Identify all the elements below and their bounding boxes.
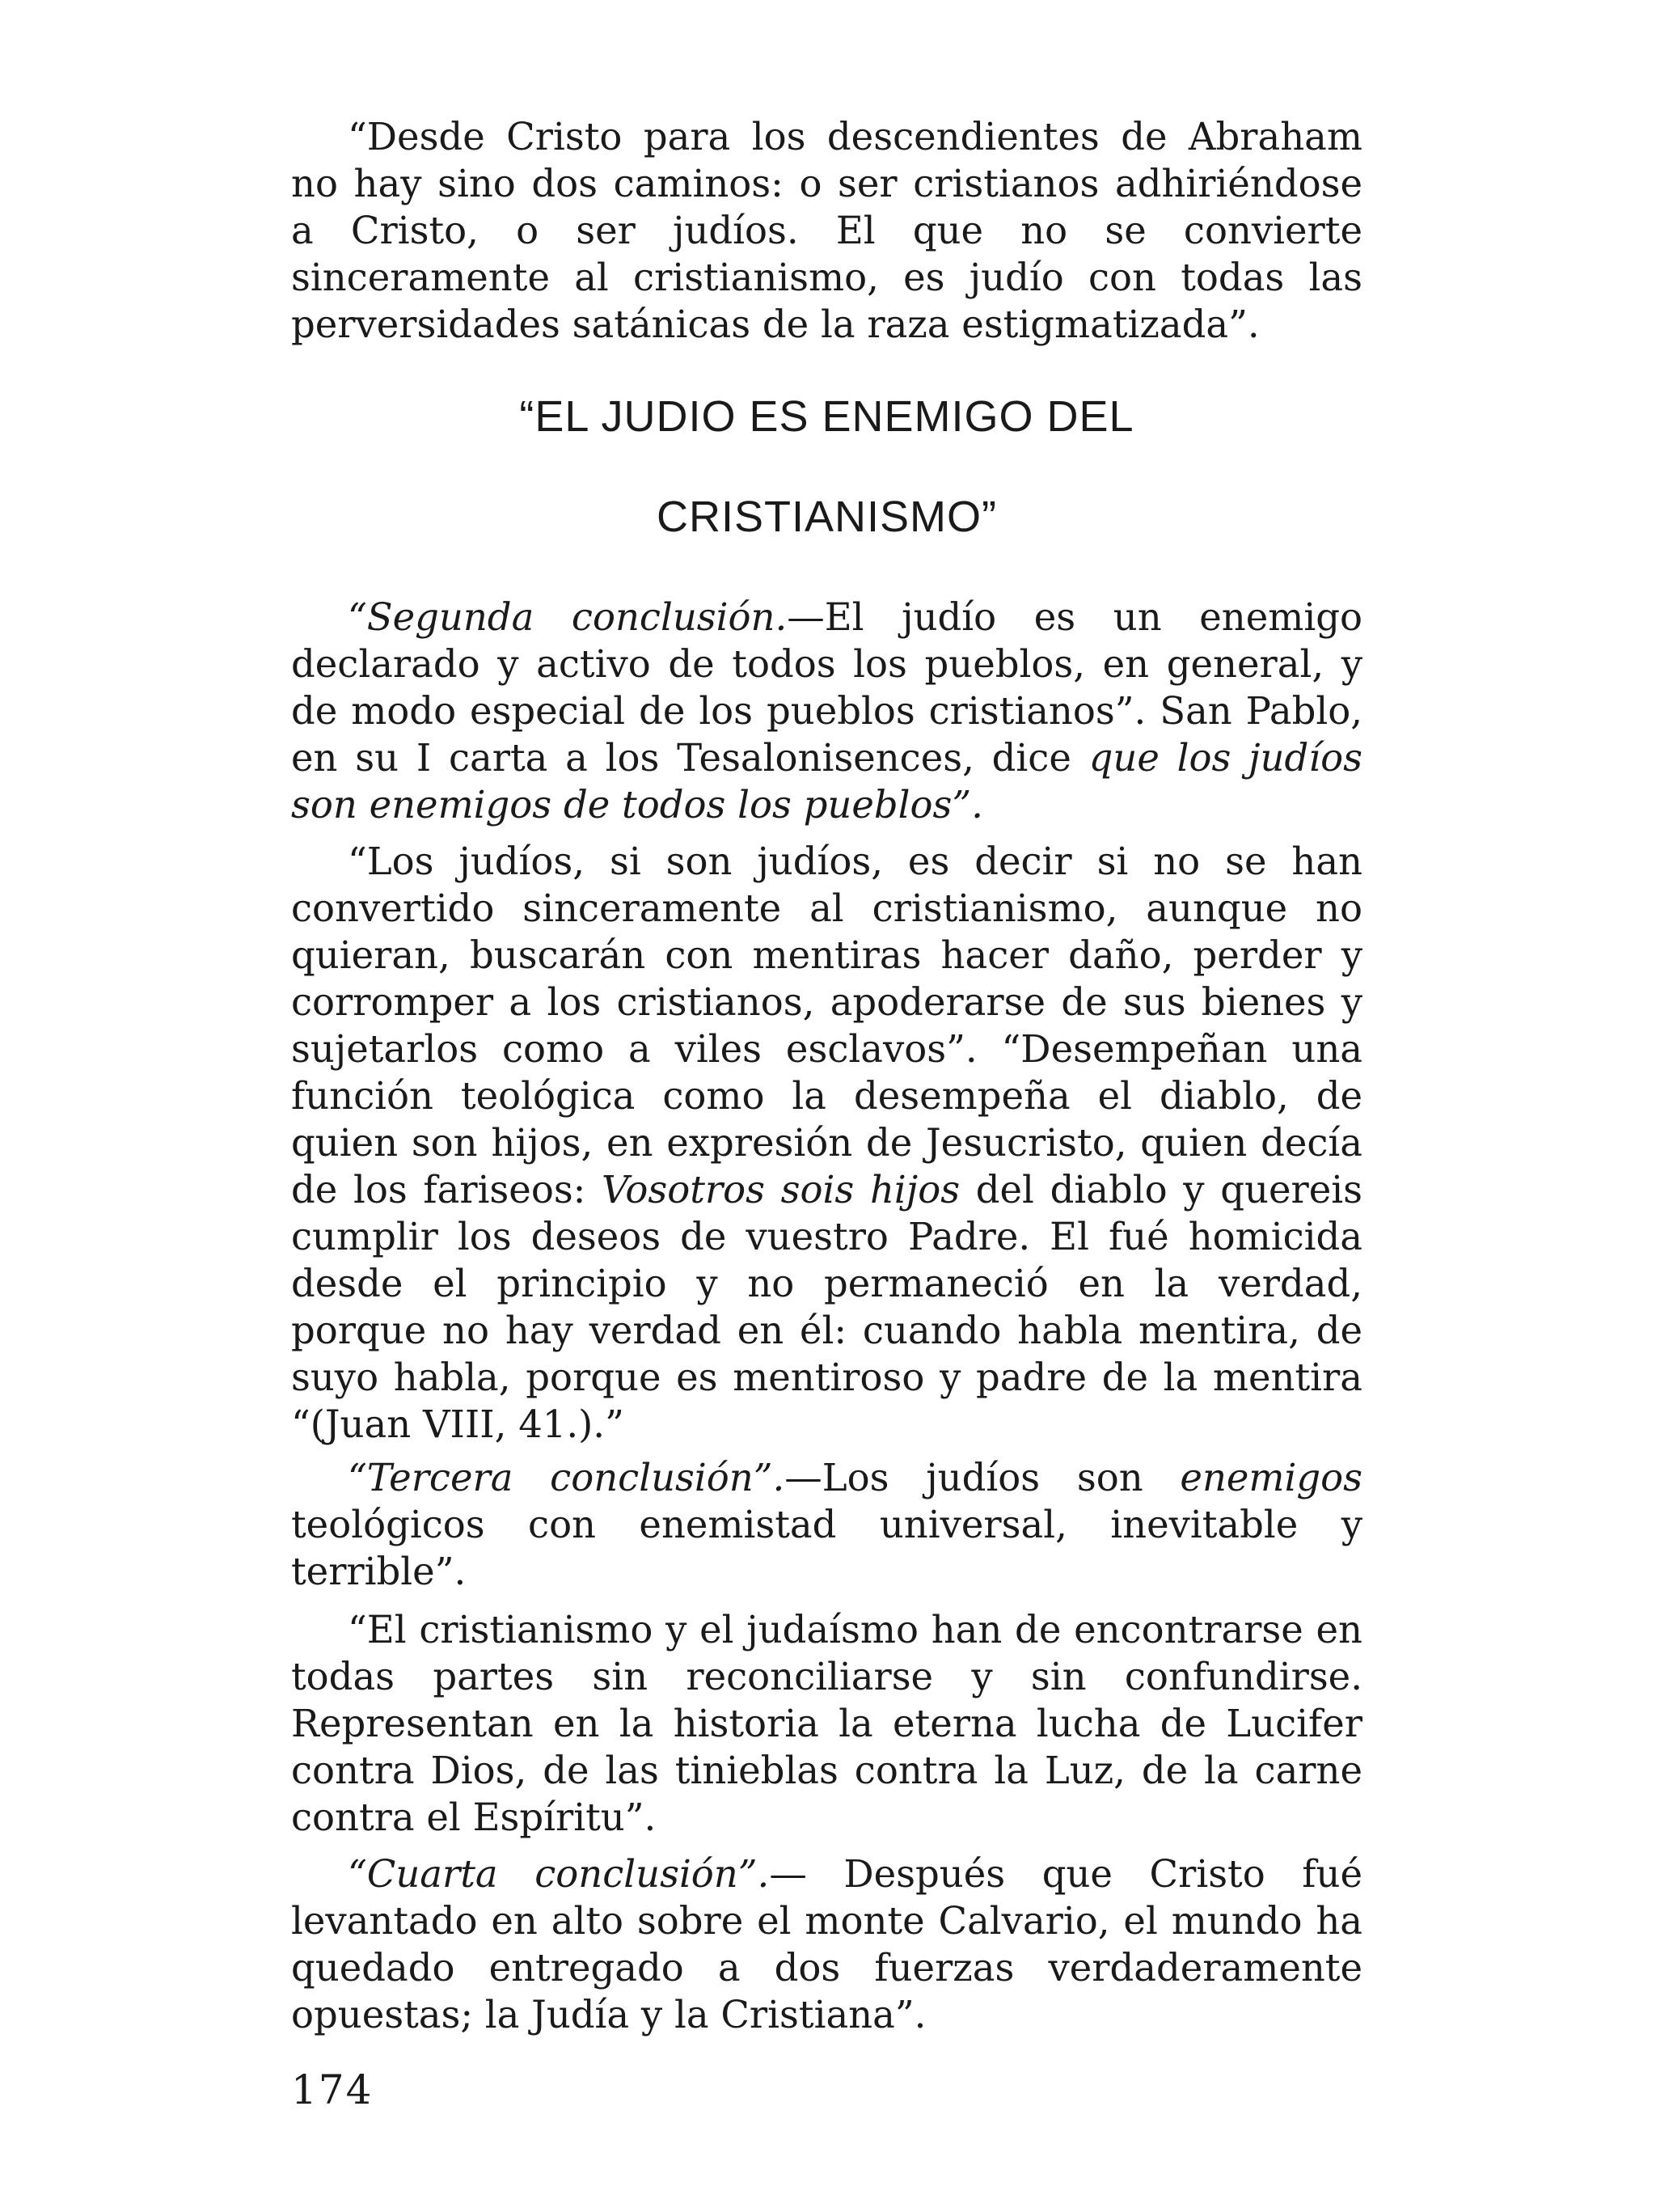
paragraph-text-continued: teológicos con enemistad universal, inevitable y terrible”. — [291, 1503, 1362, 1593]
paragraph-text: “El cristianismo y el judaísmo han de encontrarse en todas partes sin reconciliarse y sin confundirse. Representan en la historia la eterna lucha de Lucifer contra Dios, de las tinieblas contra la Luz, de la carne contra el Espíritu”. — [291, 1608, 1362, 1839]
paragraph-tercera-conclusion — [291, 1454, 1362, 1595]
italic-lead: “Segunda conclusión. — [348, 595, 788, 639]
paragraph-los-judios — [291, 838, 1362, 1448]
paragraph-text: “Desde Cristo para los descendientes de Abraham no hay sino dos caminos: o ser cristianos adhiriéndose a Cristo, o ser judíos. El que no se convierte sinceramente al cristianismo, es judío con todas las perversidades satánicas de la raza estigmatizada”. — [291, 115, 1362, 346]
paragraph-text: —El judío es un enemigo declarado y activo de todos los pueblos, en general, y de modo especial de los pueblos cristianos”. San Pablo, en su I carta a los Tesalonisences, dice — [291, 595, 1363, 780]
paragraph-intro-quote — [291, 113, 1362, 348]
paragraph-text: — Después que Cristo fué levantado en alto sobre el monte Calvario, el mundo ha quedado entregado a dos fuerzas verdaderamente opuestas; la Judía y la Cristiana”. — [291, 1852, 1362, 2036]
italic-word: enemigos — [1180, 1456, 1362, 1499]
italic-quote: que los judíos son enemigos de todos los pueblos”. — [291, 736, 1362, 827]
section-heading-line-2: CRISTIANISMO” — [656, 493, 997, 541]
italic-lead: “Tercera conclusión”. — [348, 1456, 785, 1499]
section-heading-line-1: “EL JUDIO ES ENEMIGO DEL — [519, 392, 1134, 441]
italic-quote: Vosotros sois hijos — [602, 1168, 961, 1212]
paragraph-cristianismo-judaismo — [291, 1606, 1362, 1841]
italic-lead: “Cuarta conclusión”. — [348, 1852, 770, 1896]
paragraph-text: “Los judíos, si son judíos, es decir si no se han convertido sinceramente al cristianismo, aunque no quieran, buscarán con mentiras hacer daño, perder y corromper a los cristianos, apoderarse de sus bienes y sujetarlos como a viles esclavos”. “Desempeñan una función teológica como la desempeña el diablo, de quien son hijos, en expresión de Jesucristo, quien decía de los fariseos: — [291, 840, 1362, 1212]
book-page — [291, 113, 1362, 2184]
paragraph-text-continued: del diablo y quereis cumplir los deseos de vuestro Padre. El fué homicida desde el principio y no permaneció en la verdad, porque no hay verdad en él: cuando habla mentira, de suyo habla, porque es mentiroso y padre de la mentira “(Juan VIII, 41.).” — [291, 1168, 1362, 1446]
paragraph-segunda-conclusion — [291, 594, 1362, 828]
paragraph-cuarta-conclusion — [291, 1850, 1362, 2038]
paragraph-text: —Los judíos son — [784, 1456, 1181, 1499]
page-number: 174 — [291, 2066, 374, 2113]
